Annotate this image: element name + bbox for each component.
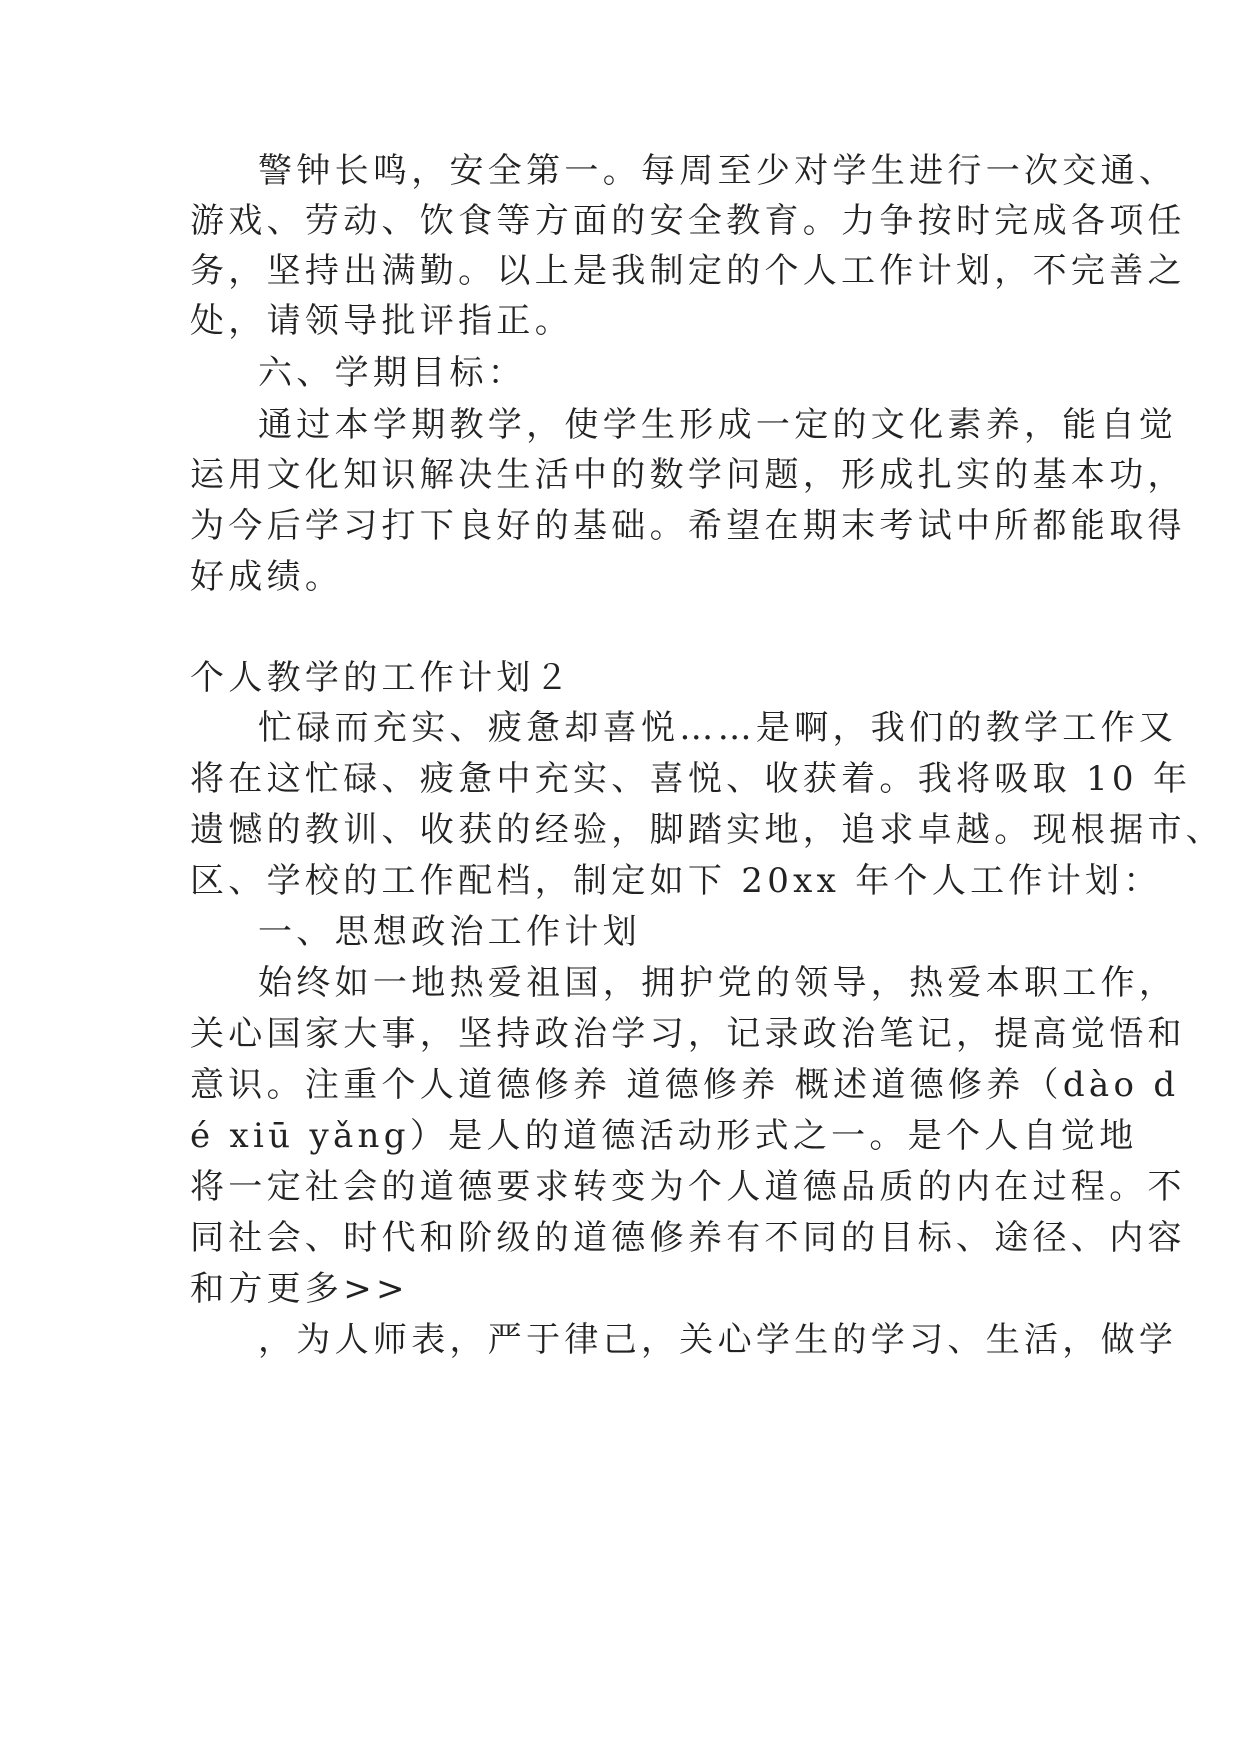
paragraph-line: 意识。注重个人道德修养 道德修养 概述道德修养（dào d xyxy=(190,1065,1180,1105)
document-title: 个人教学的工作计划２ xyxy=(190,658,573,698)
paragraph-line: 始终如一地热爱祖国，拥护党的领导，热爱本职工作， xyxy=(258,963,1178,1003)
paragraph-line: 务，坚持出满勤。以上是我制定的个人工作计划，不完善之 xyxy=(190,251,1186,291)
paragraph-line: 好成绩。 xyxy=(190,557,344,597)
paragraph-line: 区、学校的工作配档，制定如下 20xx 年个人工作计划： xyxy=(190,861,1162,901)
paragraph-line: 将一定社会的道德要求转变为个人道德品质的内在过程。不 xyxy=(190,1167,1186,1207)
paragraph-line: 运用文化知识解决生活中的数学问题，形成扎实的基本功， xyxy=(190,455,1186,495)
paragraph-line: é xiū yǎng）是人的道德活动形式之一。是个人自觉地 xyxy=(190,1116,1138,1156)
paragraph-line: 忙碌而充实、疲惫却喜悦……是啊，我们的教学工作又 xyxy=(258,708,1178,748)
section-heading: 一、思想政治工作计划 xyxy=(258,912,641,952)
section-heading: 六、学期目标： xyxy=(258,353,527,393)
paragraph-line: ，为人师表，严于律己，关心学生的学习、生活，做学 xyxy=(258,1320,1178,1360)
paragraph-line: 将在这忙碌、疲惫中充实、喜悦、收获着。我将吸取 10 年 xyxy=(190,759,1192,799)
paragraph-line: 游戏、劳动、饮食等方面的安全教育。力争按时完成各项任 xyxy=(190,201,1186,241)
paragraph-line: 同社会、时代和阶级的道德修养有不同的目标、途径、内容 xyxy=(190,1218,1186,1258)
paragraph-line: 处，请领导批评指正。 xyxy=(190,301,573,341)
more-link-line: 和方更多>> xyxy=(190,1269,409,1309)
paragraph-line: 关心国家大事，坚持政治学习，记录政治笔记，提高觉悟和 xyxy=(190,1014,1186,1054)
paragraph-line: 警钟长鸣，安全第一。每周至少对学生进行一次交通、 xyxy=(258,151,1178,191)
paragraph-line: 遗憾的教训、收获的经验，脚踏实地，追求卓越。现根据市、 xyxy=(190,810,1225,850)
paragraph-line: 通过本学期教学，使学生形成一定的文化素养，能自觉 xyxy=(258,405,1178,445)
paragraph-line: 为今后学习打下良好的基础。希望在期末考试中所都能取得 xyxy=(190,506,1186,546)
